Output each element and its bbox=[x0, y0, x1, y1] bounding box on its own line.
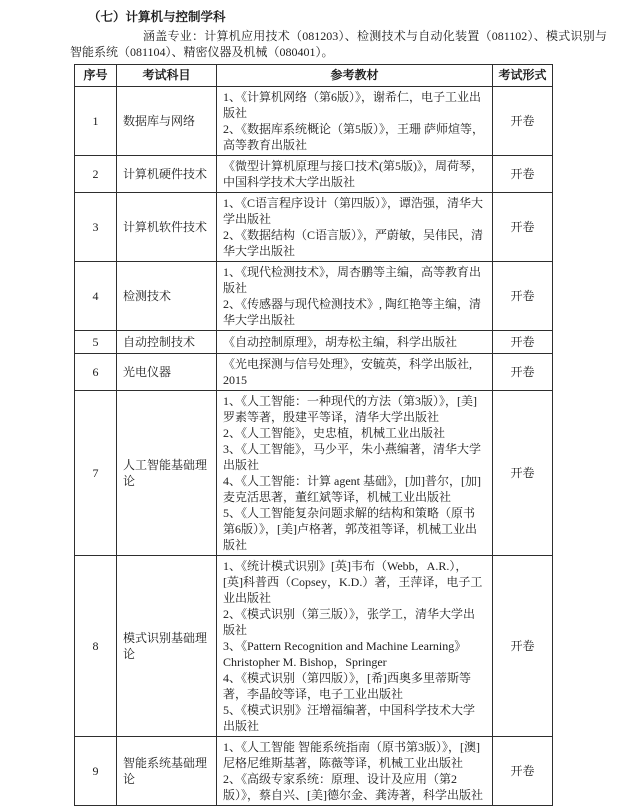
material-item: 5、《模式识别》汪增福编著，中国科学技术大学出版社 bbox=[223, 703, 476, 733]
exam-subject: 数据库与网络 bbox=[117, 87, 217, 156]
col-header-no: 序号 bbox=[75, 65, 117, 87]
row-number: 9 bbox=[75, 737, 117, 806]
material-item: 4、《模式识别（第四版）》，[希]西奥多里蒂斯等著，李晶皎等译，电子工业出版社 bbox=[223, 671, 471, 701]
col-header-subject: 考试科目 bbox=[117, 65, 217, 87]
reference-materials bbox=[217, 556, 493, 737]
row-number: 8 bbox=[75, 556, 117, 737]
material-item: 3、《人工智能》，马少平，朱小燕编著，清华大学出版社 bbox=[223, 442, 482, 472]
exam-form: 开卷 bbox=[493, 354, 553, 391]
row-number: 7 bbox=[75, 391, 117, 556]
material-item: 5、《人工智能复杂问题求解的结构和策略（原书第6版）》，[美]卢格著，郭茂祖等译，机械工业出版社 bbox=[223, 506, 477, 552]
row-number: 5 bbox=[75, 331, 117, 354]
material-item: 1、《C语言程序设计（第四版）》，谭浩强，清华大学出版社 bbox=[223, 196, 484, 226]
reference-materials bbox=[217, 156, 493, 193]
material-item: 1、《人工智能 智能系统指南（原书第3版）》，[澳]尼格尼维斯基著，陈薇等译，机械工业出版社 bbox=[223, 740, 480, 770]
material-item: 2、《数据库系统概论（第5版）》，王珊 萨师煊等，高等教育出版社 bbox=[223, 122, 485, 152]
row-number: 6 bbox=[75, 354, 117, 391]
exam-subject: 检测技术 bbox=[117, 262, 217, 331]
material-item: 2、《数据结构（C语言版）》，严蔚敏，吴伟民，清华大学出版社 bbox=[223, 228, 484, 258]
exam-form: 开卷 bbox=[493, 156, 553, 193]
exam-table-body bbox=[75, 87, 553, 806]
material-item: 《微型计算机原理与接口技术(第5版)》，周荷琴，中国科学技术大学出版社 bbox=[223, 159, 483, 189]
exam-subject: 智能系统基础理论 bbox=[117, 737, 217, 806]
table-row bbox=[75, 87, 553, 156]
exam-form: 开卷 bbox=[493, 193, 553, 262]
exam-table-header bbox=[75, 65, 553, 87]
exam-subject: 计算机硬件技术 bbox=[117, 156, 217, 193]
col-header-form: 考试形式 bbox=[493, 65, 553, 87]
exam-form: 开卷 bbox=[493, 737, 553, 806]
reference-materials bbox=[217, 354, 493, 391]
material-item: 2、《高级专家系统：原理、设计及应用（第2版）》，蔡自兴、[美]德尔金、龚涛著，科学出版社 bbox=[223, 772, 483, 802]
material-item: 《自动控制原理》，胡寿松主编，科学出版社 bbox=[223, 335, 458, 349]
exam-subject: 自动控制技术 bbox=[117, 331, 217, 354]
exam-form: 开卷 bbox=[493, 87, 553, 156]
material-item: 1、《计算机网络（第6版）》，谢希仁，电子工业出版社 bbox=[223, 90, 482, 120]
row-number: 4 bbox=[75, 262, 117, 331]
material-item: 2、《人工智能》，史忠植，机械工业出版社 bbox=[223, 426, 446, 440]
material-item: 3、《Pattern Recognition and Machine Learning》Christopher M. Bishop，Springer bbox=[223, 639, 467, 669]
material-item: 2、《传感器与现代检测技术》, 陶红艳等主编，清华大学出版社 bbox=[223, 297, 482, 327]
row-number: 1 bbox=[75, 87, 117, 156]
material-item: 《光电探测与信号处理》，安毓英，科学出版社, 2015 bbox=[223, 357, 473, 387]
material-item: 4、《人工智能：计算 agent 基础》，[加]普尔，[加]麦克活思著，董红斌等译，机械工业出版社 bbox=[223, 474, 481, 504]
exam-subject: 计算机软件技术 bbox=[117, 193, 217, 262]
row-number: 3 bbox=[75, 193, 117, 262]
exam-subject: 光电仪器 bbox=[117, 354, 217, 391]
reference-materials bbox=[217, 737, 493, 806]
exam-subject: 模式识别基础理论 bbox=[117, 556, 217, 737]
material-item: 1、《统计模式识别》[英]韦布（Webb，A.R.），[英]科普西（Copsey，K.D.）著，王萍译，电子工业出版社 bbox=[223, 559, 483, 605]
col-header-materials: 参考教材 bbox=[217, 65, 493, 87]
exam-form: 开卷 bbox=[493, 556, 553, 737]
reference-materials bbox=[217, 193, 493, 262]
table-row bbox=[75, 737, 553, 806]
exam-table bbox=[74, 64, 553, 806]
exam-form: 开卷 bbox=[493, 262, 553, 331]
table-row bbox=[75, 391, 553, 556]
table-row bbox=[75, 156, 553, 193]
table-row bbox=[75, 193, 553, 262]
exam-form: 开卷 bbox=[493, 391, 553, 556]
material-item: 1、《现代检测技术》，周杏鹏等主编，高等教育出版社 bbox=[223, 265, 482, 295]
reference-materials bbox=[217, 331, 493, 354]
reference-materials bbox=[217, 391, 493, 556]
table-row bbox=[75, 354, 553, 391]
section-title: （七）计算机与控制学科 bbox=[88, 10, 226, 24]
table-row bbox=[75, 331, 553, 354]
exam-subject: 人工智能基础理论 bbox=[117, 391, 217, 556]
header-row bbox=[75, 65, 553, 87]
table-row bbox=[75, 556, 553, 737]
intro-paragraph: 涵盖专业：计算机应用技术（081203）、检测技术与自动化装置（081102）、模式识别与智能系统（081104）、精密仪器及机械（080401）。 bbox=[70, 29, 607, 59]
reference-materials bbox=[217, 87, 493, 156]
material-item: 1、《人工智能：一种现代的方法（第3版）》，[美]罗素等著，殷建平等译，清华大学出版社 bbox=[223, 394, 477, 424]
reference-materials bbox=[217, 262, 493, 331]
table-row bbox=[75, 262, 553, 331]
exam-form: 开卷 bbox=[493, 331, 553, 354]
row-number: 2 bbox=[75, 156, 117, 193]
material-item: 2、《模式识别（第三版）》，张学工，清华大学出版社 bbox=[223, 607, 476, 637]
